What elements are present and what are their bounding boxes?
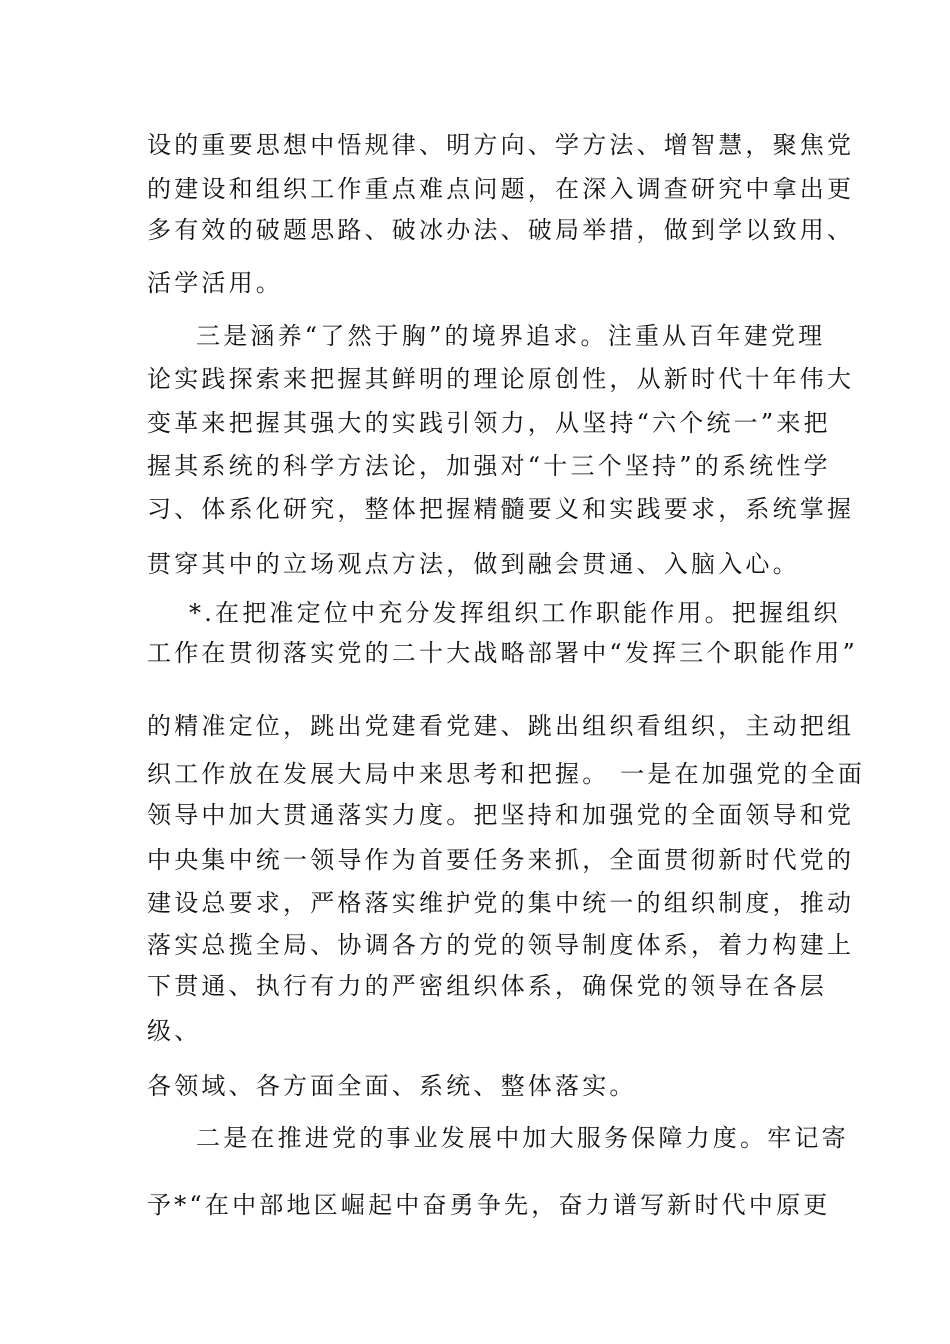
body-text-line: 握其系统的科学方法论，加强对“十三个坚持”的系统性学 [147,452,831,480]
body-text-line: 的精准定位，跳出党建看党建、跳出组织看组织，主动把组 [147,712,855,740]
body-text-line: 建设总要求，严格落实维护党的集中统一的组织制度，推动 [147,889,855,917]
body-text-line: 下贯通、执行有力的严密组织体系，确保党的领导在各层 [147,972,827,1000]
body-text-line: 的建设和组织工作重点难点问题，在深入调查研究中拿出更 [147,175,855,203]
body-text-line: 多有效的破题思路、破冰办法、破局举措，做到学以致用、 [147,216,855,244]
body-text-line: 变革来把握其强大的实践引领力，从坚持“六个统一”来把 [147,409,831,437]
section-heading-line: *.在把准定位中充分发挥组织工作职能作用。把握组织 [189,599,841,627]
body-text-line: 设的重要思想中悟规律、明方向、学方法、增智慧，聚焦党 [147,131,855,159]
body-text-line: 级、 [147,1017,202,1045]
paragraph-start-line: 二是在推进党的事业发展中加大服务保障力度。牢记寄 [196,1124,849,1152]
body-text-line: 工作在贯彻落实党的二十大战略部署中“发挥三个职能作用” [147,639,858,667]
body-text-line: 予*“在中部地区崛起中奋勇争先，奋力谱写新时代中原更 [147,1191,831,1219]
body-text-line: 习、体系化研究，整体把握精髓要义和实践要求，系统掌握 [147,495,855,523]
body-text-line: 贯穿其中的立场观点方法，做到融会贯通、入脑入心。 [147,550,800,578]
body-text-line: 论实践探索来把握其鲜明的理论原创性，从新时代十年伟大 [147,365,855,393]
body-text-line: 落实总揽全局、协调各方的党的领导制度体系，着力构建上 [147,931,855,959]
body-text-line: 活学活用。 [147,269,283,297]
body-text-line: 中央集中统一领导作为首要任务来抓，全面贯彻新时代党的 [147,846,855,874]
body-text-line: 各领域、各方面全面、系统、整体落实。 [147,1072,637,1100]
body-text-line: 领导中加大贯通落实力度。把坚持和加强党的全面领导和党 [147,801,855,829]
body-text-line: 织工作放在发展大局中来思考和把握。 一是在加强党的全面 [147,760,866,788]
paragraph-start-line: 三是涵养“了然于胸”的境界追求。注重从百年建党理 [196,322,826,350]
